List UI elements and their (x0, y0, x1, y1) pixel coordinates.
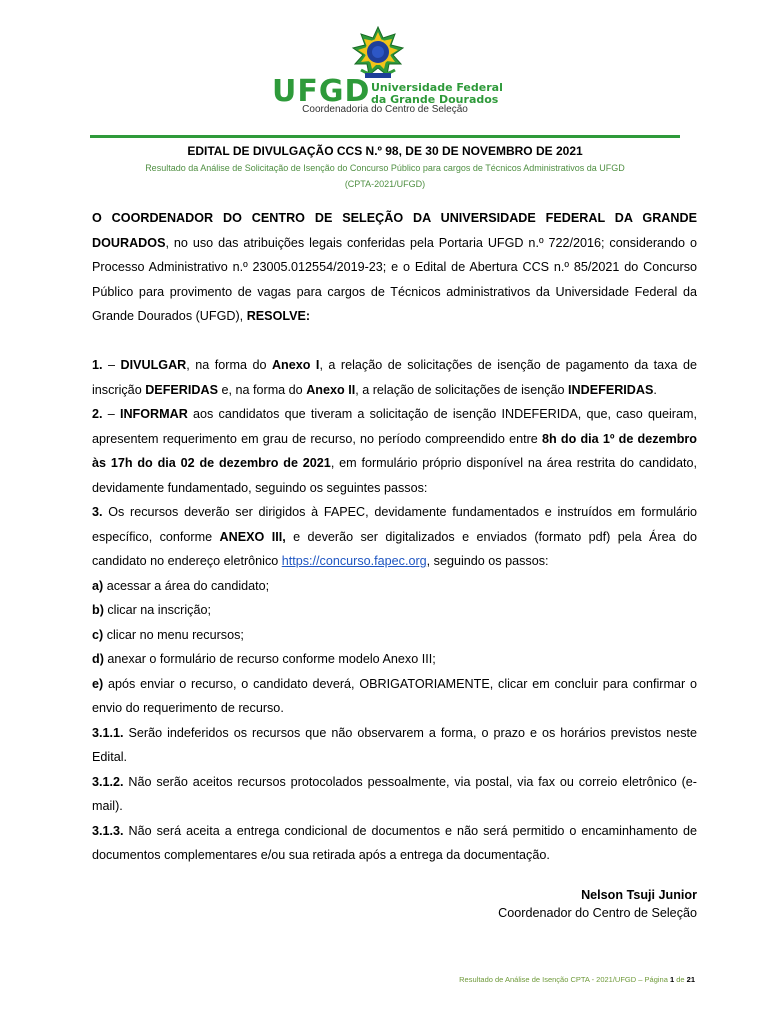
item-1-anexo2: Anexo II (306, 382, 356, 397)
footer-of: de (674, 975, 687, 984)
step-letter: b) (92, 603, 104, 617)
logo-acronym: UFGD (272, 74, 371, 109)
logo-name-line2: da Grande Dourados (371, 93, 499, 106)
sub-item-3-1-3 (92, 819, 697, 868)
sub-item-text: Não serão aceitos recursos protocolados pessoalmente, via postal, via fax ou correio eletrônico (e-mail). (92, 774, 697, 813)
step-letter: c) (92, 627, 104, 642)
item-1-deferidas: DEFERIDAS (145, 382, 218, 397)
sub-item-3-1-1 (92, 721, 697, 770)
item-2-text: aos candidatos que tiveram a solicitação de isenção INDEFERIDA, que, caso queiram, apresentem requerimento em grau de recurso, no período compreendido entre (92, 407, 697, 446)
step-d (92, 647, 697, 672)
item-1 (92, 353, 697, 402)
document-body (92, 206, 697, 868)
step-b (92, 598, 697, 623)
item-2-text: , em formulário próprio disponível na área restrita do candidato, devidamente fundamentado, seguindo os seguintes passos: (92, 456, 698, 495)
item-3 (92, 500, 697, 574)
sub-item-number: 3.1.1. (92, 725, 124, 740)
sub-item-3-1-2 (92, 770, 697, 819)
header-divider (90, 135, 680, 138)
item-3-text: Os recursos deverão ser dirigidos à FAPEC, devidamente fundamentados e instruídos em formulário específico, conforme (92, 505, 697, 544)
footer-total-pages: 21 (686, 975, 695, 984)
item-2-dash: – (102, 407, 120, 421)
step-c (92, 623, 697, 648)
item-3-text: , seguindo os passos: (426, 554, 549, 568)
document-subtitle-line1: Resultado da Análise de Solicitação de Isenção do Concurso Público para cargos de Técnicos Administrativos da UFGD (145, 163, 625, 173)
intro-bold: O COORDENADOR DO CENTRO DE SELEÇÃO DA UNIVERSIDADE FEDERAL DA GRANDE DOURADOS (92, 211, 697, 250)
item-1-text: , a relação de solicitações de isenção de pagamento da taxa de inscrição (92, 358, 697, 397)
item-3-anexo3: ANEXO III, (219, 529, 286, 544)
step-text: clicar na inscrição; (103, 603, 211, 617)
intro-paragraph (92, 206, 697, 329)
signer-role: Coordenador do Centro de Seleção (498, 906, 697, 920)
sub-item-number: 3.1.2. (92, 774, 124, 789)
item-1-text: , a relação de solicitações de isenção (355, 382, 569, 397)
item-3-number: 3. (92, 505, 103, 519)
item-1-dash: – (102, 358, 121, 372)
sub-item-text: Serão indeferidos os recursos que não observarem a forma, o prazo e os horários previstos neste Edital. (92, 725, 697, 764)
fapec-link[interactable]: https://concurso.fapec.org (281, 554, 427, 568)
intro-text: , no uso das atribuições legais conferidas pela Portaria UFGD n.º 722/2016; considerando o Processo Administrativo n.º 23005.012554/2019-23; e o Edital de Abertura CCS n.º 85/2021 do Concurso Público para provimento de vagas para cargos de Técnicos administrativos da Universidade Federal da Grande Dourados (UFGD), (92, 235, 697, 323)
step-letter: a) (92, 578, 104, 593)
page-footer (459, 975, 695, 984)
item-1-verb: DIVULGAR (120, 358, 187, 372)
item-1-text: e, na forma do (217, 382, 307, 397)
item-1-text: . (653, 382, 657, 397)
step-a (92, 574, 697, 599)
item-2-period: 8h do dia 1º de dezembro às 17h do dia 02 de dezembro de 2021 (92, 431, 698, 470)
step-e (92, 672, 697, 721)
step-letter: e) (92, 676, 104, 691)
step-letter: d) (92, 652, 104, 666)
item-1-text: , na forma do (186, 358, 272, 372)
footer-page-number: 1 (669, 975, 675, 984)
letterhead-subtitle: Coordenadoria do Centro de Seleção (302, 104, 468, 115)
step-text: anexar o formulário de recurso conforme modelo Anexo III; (103, 652, 436, 666)
sub-item-text: Não será aceita a entrega condicional de documentos e não será permitido o encaminhamento de documentos complementares e/ou sua retirada após a entrega da documentação. (92, 823, 697, 862)
document-subtitle (90, 160, 680, 192)
item-1-number: 1. (92, 358, 103, 372)
letterhead (0, 0, 770, 140)
item-3-text: e deverão ser digitalizados e enviados (formato pdf) pela Área do candidato no endereço eletrônico (92, 529, 698, 568)
item-2 (92, 402, 697, 500)
step-text: acessar a área do candidato; (103, 578, 270, 593)
document-title: EDITAL DE DIVULGAÇÃO CCS N.º 98, DE 30 DE NOVEMBRO DE 2021 (187, 144, 583, 158)
step-text: após enviar o recurso, o candidato deverá, OBRIGATORIAMENTE, clicar em concluir para confirmar o envio do requerimento de recurso. (92, 676, 697, 715)
item-2-number: 2. (92, 407, 103, 421)
item-1-indeferidas: INDEFERIDAS (568, 382, 654, 397)
intro-resolve: RESOLVE: (246, 309, 311, 323)
signature-block (498, 886, 697, 922)
logo-name-line1: Universidade Federal (371, 81, 503, 94)
signer-name: Nelson Tsuji Junior (581, 888, 697, 902)
sub-item-number: 3.1.3. (92, 823, 124, 838)
document-subtitle-line2: (CPTA-2021/UFGD) (344, 179, 426, 189)
logo-university-name (371, 82, 503, 106)
item-2-verb: INFORMAR (119, 407, 188, 421)
step-text: clicar no menu recursos; (103, 627, 244, 642)
footer-text: Resultado de Análise de Isenção CPTA - 2021/UFGD – Página (459, 975, 670, 984)
item-1-anexo1: Anexo I (271, 358, 320, 372)
